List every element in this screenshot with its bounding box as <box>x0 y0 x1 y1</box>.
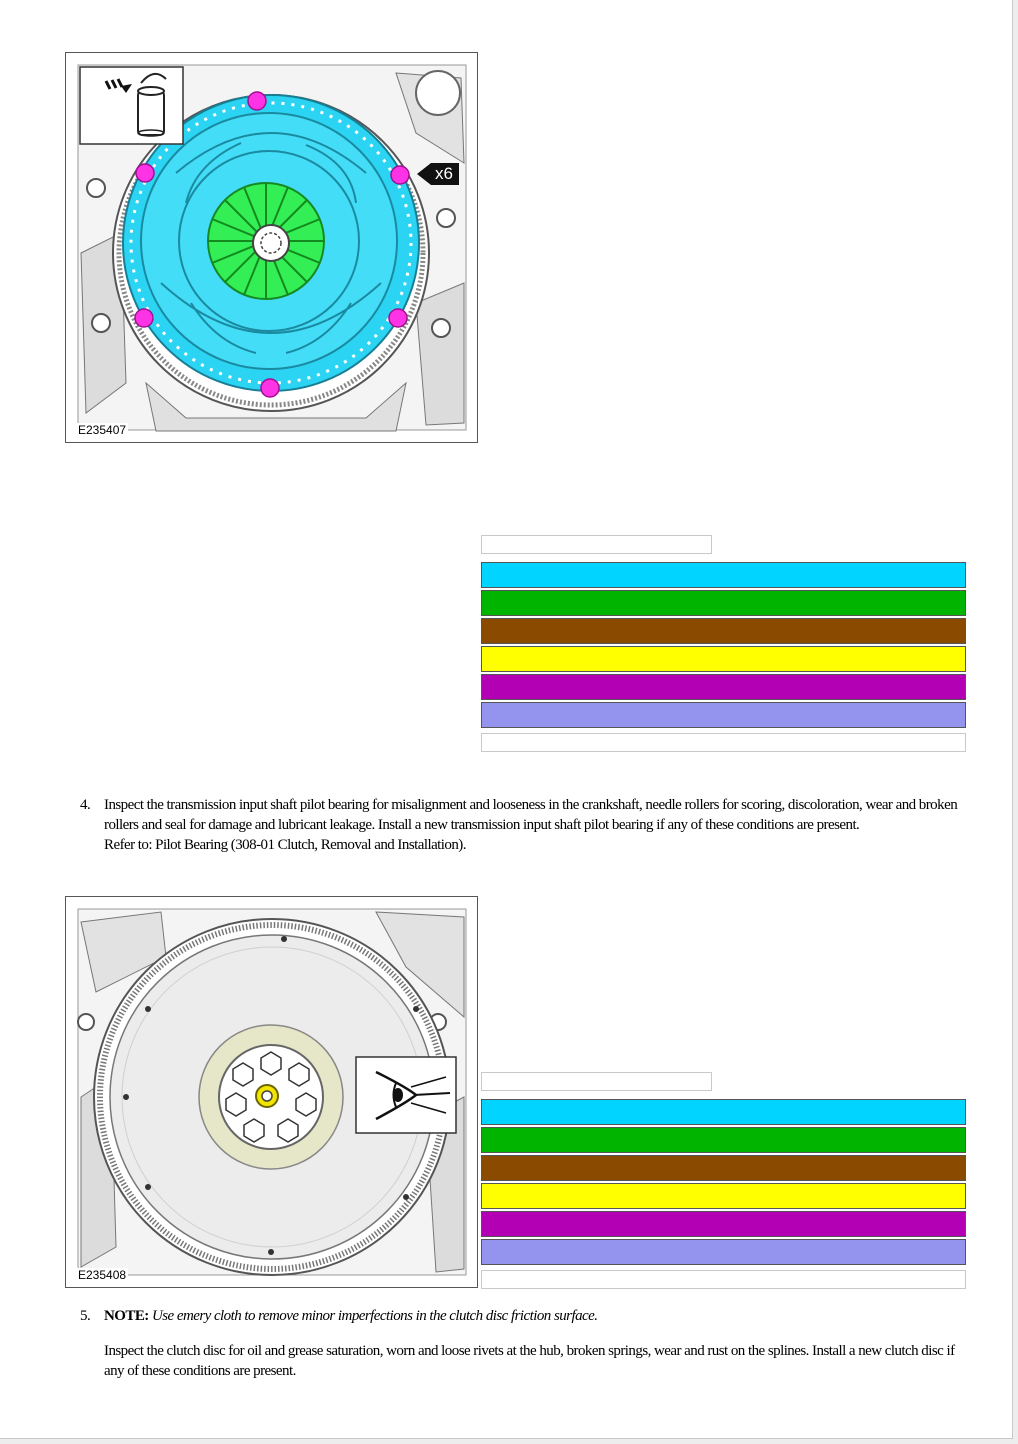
legend-swatch-6 <box>481 1239 966 1265</box>
legend-footer-box <box>481 733 966 752</box>
legend-swatch-4 <box>481 646 966 672</box>
quantity-callout: x6 <box>431 163 459 185</box>
legend-swatch-3 <box>481 1155 966 1181</box>
note-label: NOTE: <box>104 1308 149 1324</box>
step-text: Inspect the clutch disc for oil and grease saturation, worn and loose rivets at the hub, broken springs, wear and rust on the splines. Install a new clutch disc if any of these conditions are present. <box>104 1343 955 1379</box>
step-text: Inspect the transmission input shaft pilot bearing for misalignment and looseness in the crankshaft, needle rollers for scoring, discoloration, wear and broken rollers and seal for damage and lubricant leakage. Install a new transmission input shaft pilot bearing if any of these conditions are present. <box>104 797 958 833</box>
pressure-plate-illustration <box>66 53 477 442</box>
legend-footer-box <box>481 1270 966 1289</box>
figure-id: E235408 <box>78 1268 127 1282</box>
legend-swatch-5 <box>481 1211 966 1237</box>
color-legend-1 <box>481 535 966 752</box>
legend-swatch-6 <box>481 702 966 728</box>
step-note <box>104 1306 960 1326</box>
legend-title-box <box>481 1072 712 1091</box>
legend-swatch-5 <box>481 674 966 700</box>
step-number: 4. <box>80 797 91 813</box>
figure-id: E235407 <box>78 423 127 437</box>
legend-swatch-3 <box>481 618 966 644</box>
legend-swatch-2 <box>481 1127 966 1153</box>
step-4 <box>80 795 960 855</box>
step-5 <box>80 1306 960 1381</box>
step-number: 5. <box>80 1308 91 1324</box>
color-legend-2 <box>481 1072 966 1289</box>
legend-swatch-4 <box>481 1183 966 1209</box>
legend-swatch-1 <box>481 1099 966 1125</box>
legend-swatch-1 <box>481 562 966 588</box>
figure-clutch-pressure-plate <box>65 52 478 443</box>
legend-swatch-2 <box>481 590 966 616</box>
note-text: Use emery cloth to remove minor imperfections in the clutch disc friction surface. <box>151 1308 598 1324</box>
flywheel-illustration <box>66 897 477 1287</box>
legend-title-box <box>481 535 712 554</box>
reference-link[interactable]: Refer to: Pilot Bearing (308-01 Clutch, Removal and Installation). <box>104 837 466 853</box>
figure-flywheel-pilot-bearing <box>65 896 478 1288</box>
